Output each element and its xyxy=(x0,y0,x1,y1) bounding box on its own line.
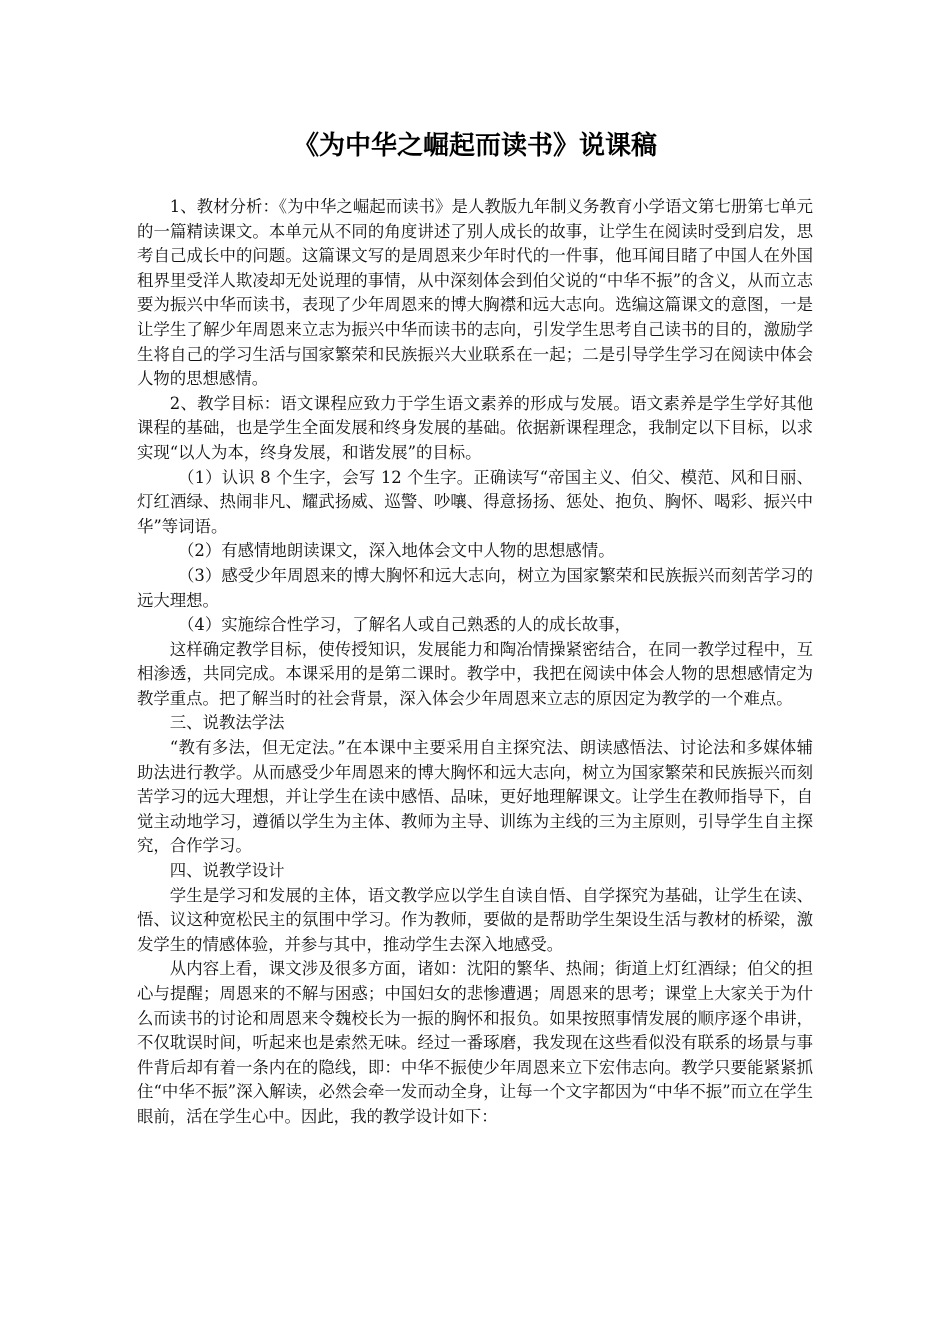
body-paragraph: 学生是学习和发展的主体，语文教学应以学生自读自悟、自学探究为基础，让学生在读、悟、议这种宽松民主的氛围中学习。作为教师，要做的是帮助学生架设生活与教材的桥梁，激发学生的情感体验，并参与其中，推动学生去深入地感受。 xyxy=(137,885,813,954)
document-body xyxy=(137,195,813,1130)
body-paragraph: “教有多法，但无定法。”在本课中主要采用自主探究法、朗读感悟法、讨论法和多媒体辅助法进行教学。从而感受少年周恩来的博大胸怀和远大志向，树立为国家繁荣和民族振兴而刻苦学习的远大理想，并让学生在读中感悟、品味，更好地理解课文。让学生在教师指导下，自觉主动地学习，遵循以学生为主体、教师为主导、训练为主线的三为主原则，引导学生自主探究，合作学习。 xyxy=(137,738,813,856)
objective-item: （1）认识 8 个生字，会写 12 个生字。正确读写“帝国主义、伯父、模范、风和日丽、灯红酒绿、热闹非凡、耀武扬威、巡警、吵嚷、得意扬扬、惩处、抱负、胸怀、喝彩、振兴中华”等词语。 xyxy=(137,467,813,536)
body-paragraph: 四、说教学设计 xyxy=(169,861,285,881)
body-paragraph: 2、教学目标：语文课程应致力于学生语文素养的形成与发展。语文素养是学生学好其他课程的基础，也是学生全面发展和终身发展的基础。依据新课程理念，我制定以下目标，以求实现“以人为本，终身发展，和谐发展”的目标。 xyxy=(137,393,813,462)
objective-item: （2）有感情地朗读课文，深入地体会文中人物的思想感情。 xyxy=(178,541,615,561)
body-paragraph: 从内容上看，课文涉及很多方面，诸如：沈阳的繁华、热闹；街道上灯红酒绿；伯父的担心与提醒；周恩来的不解与困惑；中国妇女的悲惨遭遇；周恩来的思考；课堂上大家关于为什么而读书的讨论和周恩来令魏校长为一振的胸怀和报负。如果按照事情发展的顺序逐个串讲，不仅耽误时间，听起来也是索然无味。经过一番琢磨，我发现在这些看似没有联系的场景与事件背后却有着一条内在的隐线，即：中华不振使少年周恩来立下宏伟志向。教学只要能紧紧抓住“中华不振”深入解读，必然会牵一发而动全身，让每一个文字都因为“中华不振”而立在学生眼前，活在学生心中。因此，我的教学设计如下： xyxy=(137,959,813,1126)
body-paragraph: 1、教材分析：《为中华之崛起而读书》是人教版九年制义务教育小学语文第七册第七单元的一篇精读课文。本单元从不同的角度讲述了别人成长的故事，让学生在阅读时受到启发，思考自己成长中的问题。这篇课文写的是周恩来少年时代的一件事，他耳闻目睹了中国人在外国租界里受洋人欺凌却无处说理的事情，从中深刻体会到伯父说的“中华不振”的含义，从而立志要为振兴中华而读书，表现了少年周恩来的博大胸襟和远大志向。选编这篇课文的意图，一是让学生了解少年周恩来立志为振兴中华而读书的志向，引发学生思考自己读书的目的，激励学生将自己的学习生活与国家繁荣和民族振兴大业联系在一起；二是引导学生学习在阅读中体会人物的思想感情。 xyxy=(137,197,813,389)
objective-item: （3）感受少年周恩来的博大胸怀和远大志向，树立为国家繁荣和民族振兴而刻苦学习的远大理想。 xyxy=(137,565,813,610)
document-title: 《为中华之崛起而读书》说课稿 xyxy=(292,131,657,161)
body-paragraph: 三、说教法学法 xyxy=(169,713,285,733)
objective-item: （4）实施综合性学习，了解名人或自己熟悉的人的成长故事， xyxy=(178,615,631,635)
body-paragraph: 这样确定教学目标，使传授知识，发展能力和陶冶情操紧密结合，在同一教学过程中，互相渗透，共同完成。本课采用的是第二课时。教学中，我把在阅读中体会人物的思想感情定为教学重点。把了解当时的社会背景，深入体会少年周恩来立志的原因定为教学的一个难点。 xyxy=(137,639,813,708)
